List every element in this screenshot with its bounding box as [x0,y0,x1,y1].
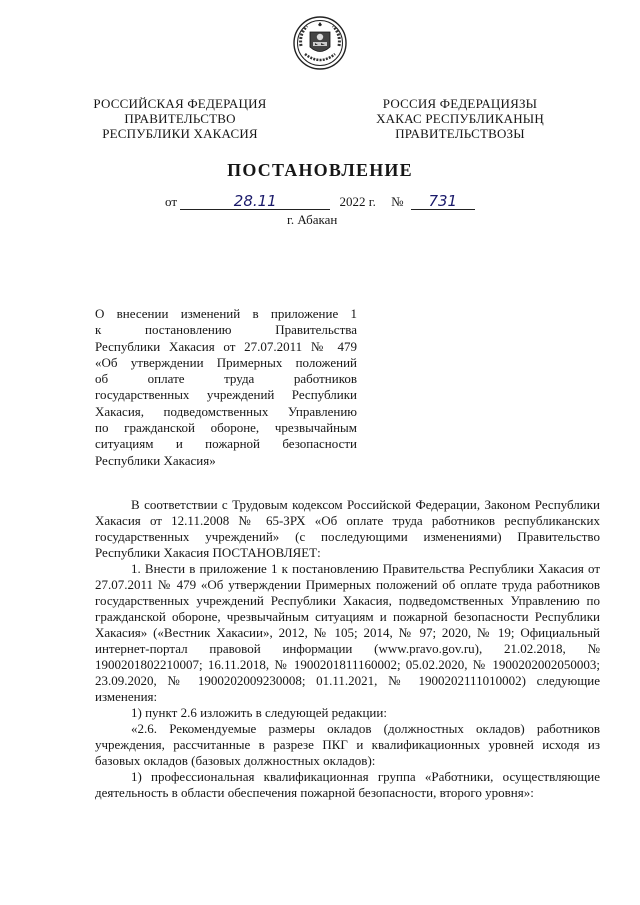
date-number-line [165,194,475,210]
subject-line: Республики Хакасия» [95,452,216,468]
document-subject [95,306,357,469]
subject-line: О внесении изменений в приложение 1 [95,306,357,321]
body-paragraph: 1. Внести в приложение 1 к постановлению Правительства Республики Хакасия от 27.07.2011 № 479 «Об утверждении Примерных положений об оплате труда работников государственных учреждений Республики Хакасия, подведомственных Управлению по гражданской обороне, чрезвычайным ситуациям и пожарной безопасности Республики Хакасия» («Вестник Хакасии», 2012, № 105; 2014, № 97; 2020, № 19; Официальный интернет-портал правовой информации (www.pravo.gov.ru), 21.02.2018, № 1900201802210007; 16.11.2018, № 1900201811160002; 05.02.2020, № 1900202002050003; 23.09.2020, № 1900202009230008; 01.11.2021, № 1900202111010002) следующие изменения: [95,561,600,704]
subject-line: Хакасия, подведомственных Управлению [95,403,357,419]
coat-of-arms-icon [293,16,347,70]
subject-line: об оплате труда работников [95,371,357,387]
body-paragraph: 1) профессиональная квалификационная группа «Работники, осуществляющие деятельность в области обеспечения пожарной безопасности, второго уровня»: [95,769,600,800]
subject-line: к постановлению Правительства [95,322,357,338]
subject-line: Республики Хакасия от 27.07.2011 № 479 [95,338,357,354]
document-body [95,497,600,801]
document-title: ПОСТАНОВЛЕНИЕ [227,160,413,180]
header-left-line: ПРАВИТЕЛЬСТВО [124,111,236,126]
year-label: 2022 г. [339,194,376,209]
subject-line: государственных учреждений Республики [95,387,357,403]
city-label: г. Абакан [287,212,338,227]
number-handwritten: 731 [411,194,475,210]
header-right-line: ПРАВИТЕЛЬСТВОЗЫ [395,126,525,141]
subject-line: ситуациям и пожарной безопасности [95,436,357,452]
subject-line: «Об утверждении Примерных положений [95,354,357,370]
subject-line: по гражданской обороне, чрезвычайным [95,420,357,436]
header-right [360,96,560,141]
body-paragraph: 1) пункт 2.6 изложить в следующей редакции: [131,705,387,720]
date-prefix: от [165,194,178,209]
number-sign: № [391,194,404,209]
body-paragraph: «2.6. Рекомендуемые размеры окладов (должностных окладов) работников учреждения, рассчитанные в разрезе ПКГ и квалификационных уровней исходя из базовых окладов (базовых должностных окладов): [95,721,600,768]
header-right-line: РОССИЯ ФЕДЕРАЦИЯЗЫ [382,96,538,111]
header-left-line: РОССИЙСКАЯ ФЕДЕРАЦИЯ [93,96,267,111]
header-left-line: РЕСПУБЛИКИ ХАКАСИЯ [102,126,258,141]
date-handwritten: 28.11 [180,194,330,210]
body-paragraph: В соответствии с Трудовым кодексом Российской Федерации, Законом Республики Хакасия от 12.11.2008 № 65-ЗРХ «Об оплате труда работников республиканских государственных учреждений» (с последующими изменениями) Правительство Республики Хакасия ПОСТАНОВЛЯЕТ: [95,497,600,560]
header-right-line: ХАКАС РЕСПУБЛИКАНЫҢ [376,111,544,126]
header-left [80,96,280,141]
